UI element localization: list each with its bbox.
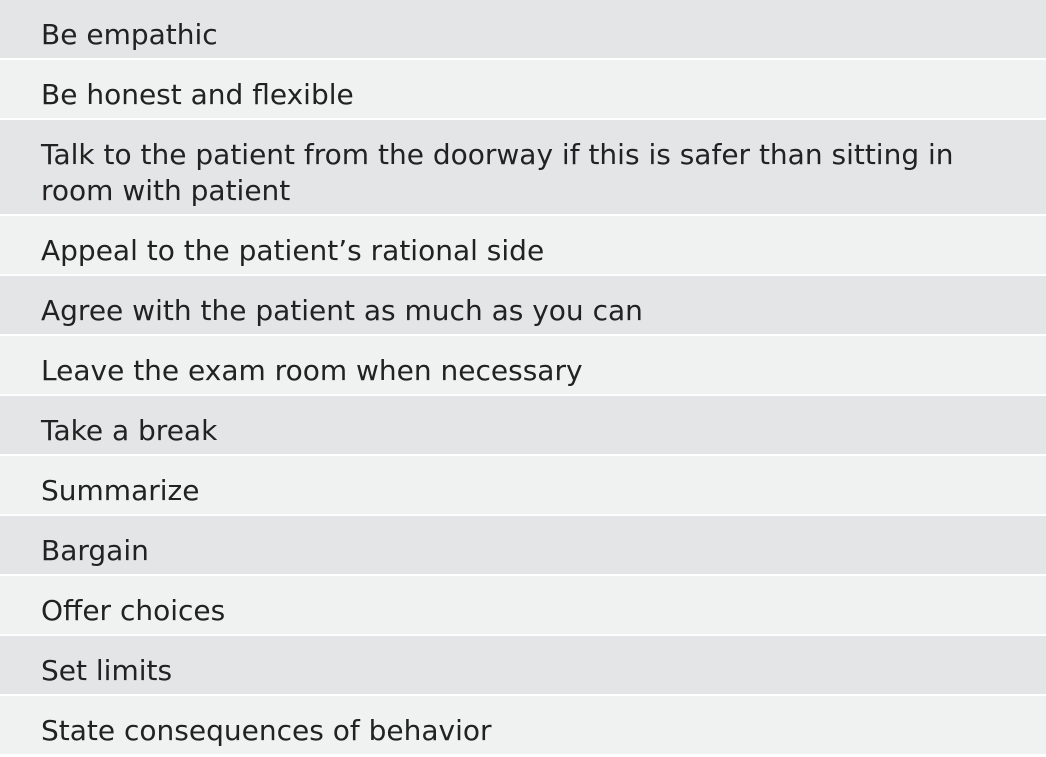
list-item: Talk to the patient from the doorway if this is safer than sitting in room with patient	[0, 120, 1046, 216]
list-item: Bargain	[0, 516, 1046, 576]
list-item: Agree with the patient as much as you can	[0, 276, 1046, 336]
list-item: Leave the exam room when necessary	[0, 336, 1046, 396]
list-item: State consequences of behavior	[0, 696, 1046, 756]
list-item: Be empathic	[0, 0, 1046, 60]
list-item: Summarize	[0, 456, 1046, 516]
list-item: Be honest and flexible	[0, 60, 1046, 120]
list-item: Appeal to the patient’s rational side	[0, 216, 1046, 276]
list-item: Set limits	[0, 636, 1046, 696]
list-item: Take a break	[0, 396, 1046, 456]
list-item: Offer choices	[0, 576, 1046, 636]
